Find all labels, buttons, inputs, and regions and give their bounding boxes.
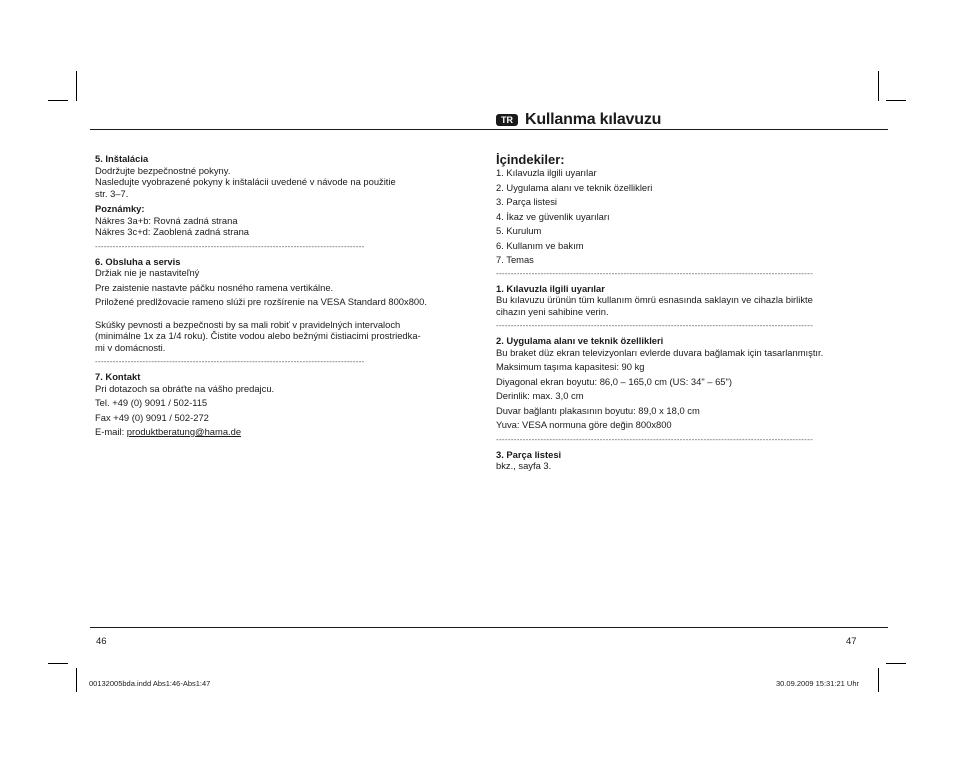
- toc-item: 2. Uygulama alanı ve teknik özellikleri: [496, 181, 653, 193]
- text-line: Dodržujte bezpečnostné pokyny.: [95, 164, 231, 176]
- section-heading: 7. Kontakt: [95, 371, 141, 382]
- divider: -------------------------------------------------------------------------------------------: [95, 357, 365, 366]
- text-line: Yuva: VESA normuna göre değin 800x800: [496, 419, 672, 430]
- language-badge: TR: [496, 114, 518, 126]
- text-line: Nákres 3c+d: Zaoblená zadná strana: [95, 226, 250, 237]
- page-title: Kullanma kılavuzu: [525, 111, 662, 128]
- text-line: str. 3–7.: [95, 187, 129, 199]
- print-slug-right: 30.09.2009 15:31:21 Uhr: [776, 679, 859, 688]
- text-line: Pre zaistenie nastavte páčku nosného ramena vertikálne.: [95, 281, 334, 293]
- toc-item: 5. Kurulum: [496, 225, 542, 236]
- text-line: Nasledujte vyobrazené pokyny k inštalácii uvedené v návode na použitie: [95, 176, 396, 187]
- page-header: [496, 111, 661, 129]
- left-column: [95, 153, 465, 438]
- crop-mark: [886, 100, 906, 101]
- text-line: cihazın yeni sahibine verin.: [496, 305, 609, 317]
- text-line: Skúšky pevnosti a bezpečnosti by sa mali robiť v pravidelných intervaloch: [95, 318, 401, 330]
- divider: -----------------------------------------------------------------------------------------------------------: [496, 268, 814, 278]
- text-line: Pri dotazoch sa obráťte na vášho predajcu.: [95, 382, 275, 394]
- section-heading: 3. Parça listesi: [496, 448, 562, 460]
- divider: -----------------------------------------------------------------------------------------------------------: [496, 321, 814, 330]
- section-heading: 1. Kılavuzla ilgili uyarılar: [496, 282, 605, 294]
- footer-rule: [90, 627, 888, 628]
- crop-mark: [48, 663, 68, 664]
- notes-heading: Poznámky:: [95, 203, 145, 214]
- toc-item: 7. Temas: [496, 254, 534, 265]
- text-line: Derinlik: max. 3,0 cm: [496, 390, 584, 401]
- section-heading: 6. Obsluha a servis: [95, 255, 181, 267]
- crop-mark: [48, 100, 68, 101]
- crop-mark: [76, 71, 77, 101]
- page-number-left: 46: [96, 636, 107, 647]
- fax-number: Fax +49 (0) 9091 / 502-272: [95, 411, 209, 423]
- toc-item: 1. Kılavuzla ilgili uyarılar: [496, 167, 597, 178]
- crop-mark: [76, 668, 77, 692]
- text-line: Priložené predlžovacie rameno slúži pre rozšírenie na VESA Standard 800x800.: [95, 296, 427, 307]
- toc-item: 6. Kullanım ve bakım: [496, 239, 584, 251]
- divider: -----------------------------------------------------------------------------------------------------------: [496, 434, 814, 444]
- text-line: bkz., sayfa 3.: [496, 460, 552, 471]
- text-line: Držiak nie je nastaviteľný: [95, 267, 200, 278]
- print-slug-left: 00132005bda.indd Abs1:46-Abs1:47: [89, 679, 211, 688]
- section-heading: 5. Inštalácia: [95, 153, 149, 164]
- section-heading: 2. Uygulama alanı ve teknik özellikleri: [496, 335, 664, 346]
- phone-number: Tel. +49 (0) 9091 / 502-115: [95, 397, 208, 408]
- divider: -------------------------------------------------------------------------------------------: [95, 241, 365, 251]
- toc-item: 4. İkaz ve güvenlik uyarıları: [496, 210, 610, 222]
- text-line: Nákres 3a+b: Rovná zadná strana: [95, 214, 238, 226]
- right-column: [496, 152, 876, 472]
- toc-item: 3. Parça listesi: [496, 196, 557, 207]
- page-number-right: 47: [846, 636, 857, 647]
- header-rule: [90, 129, 888, 130]
- text-line: Diyagonal ekran boyutu: 86,0 – 165,0 cm (US: 34" – 65"): [496, 375, 732, 387]
- email-label: E-mail:: [95, 426, 127, 437]
- text-line: Duvar bağlantı plakasının boyutu: 89,0 x 18,0 cm: [496, 404, 700, 416]
- text-line: Maksimum taşıma kapasitesi: 90 kg: [496, 361, 645, 372]
- text-line: Bu braket düz ekran televizyonları evlerde duvara bağlamak için tasarlanmıştır.: [496, 346, 824, 358]
- email-line: [95, 426, 465, 438]
- email-link[interactable]: produktberatung@hama.de: [126, 426, 242, 437]
- text-line: mi v domácnosti.: [95, 341, 166, 353]
- crop-mark: [878, 668, 879, 692]
- crop-mark: [886, 663, 906, 664]
- crop-mark: [878, 71, 879, 101]
- text-line: Bu kılavuzu ürünün tüm kullanım ömrü esnasında saklayın ve cihazla birlikte: [496, 294, 813, 305]
- toc-title: İçindekiler:: [496, 152, 565, 167]
- text-line: (minimálne 1x za 1/4 roku). Čistite vodou alebo bežnými čistiacimi prostriedka-: [95, 330, 421, 341]
